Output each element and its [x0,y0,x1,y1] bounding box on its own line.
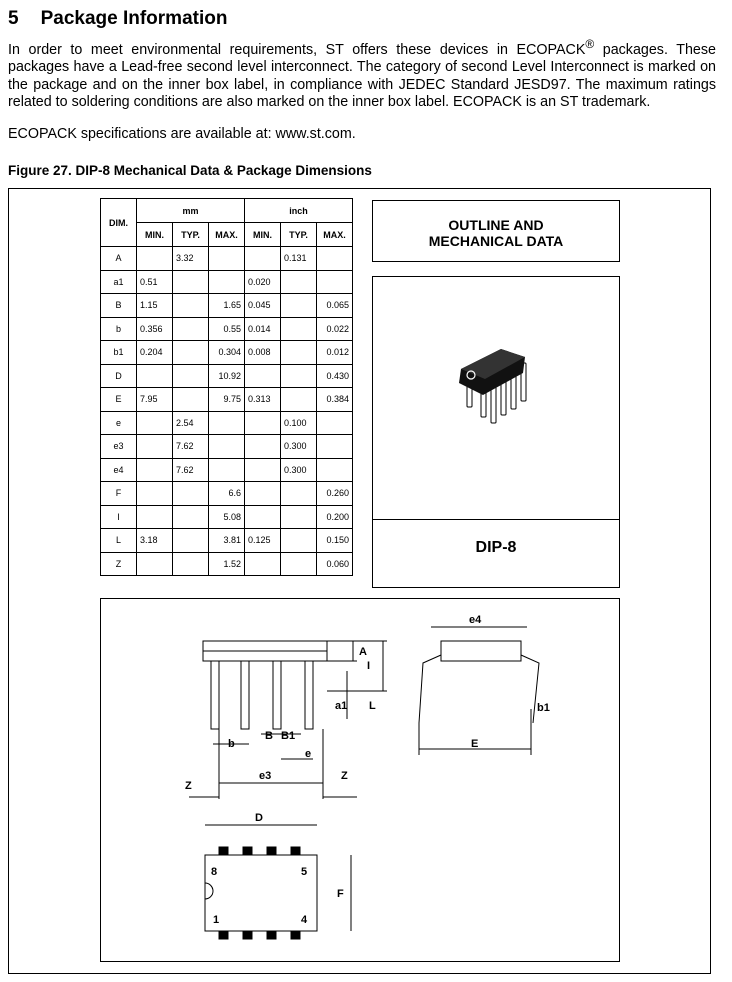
value-cell [317,411,353,435]
section-heading [8,8,227,30]
dim-cell: b [101,317,137,341]
divider [373,519,619,520]
label-b1: b1 [537,702,550,714]
value-cell: 0.045 [245,294,281,318]
value-cell: 10.92 [209,364,245,388]
value-cell [173,388,209,412]
table-row [101,270,353,294]
dim-cell: A [101,247,137,271]
value-cell [137,552,173,576]
label-e3: e3 [259,770,272,782]
subheader-min: MIN. [245,223,281,247]
dip8-package-illustration [373,277,618,517]
value-cell [137,411,173,435]
value-cell [245,505,281,529]
table-row [101,388,353,412]
value-cell [281,270,317,294]
value-cell: 0.55 [209,317,245,341]
value-cell: 0.300 [281,435,317,459]
label-F: F [337,888,344,900]
label-e: e [305,748,312,760]
figure-title: Figure 27. DIP-8 Mechanical Data & Package Dimensions [8,163,372,178]
table-row [101,435,353,459]
dim-cell: E [101,388,137,412]
label-D: D [255,812,263,824]
ecopack-paragraph [8,36,716,112]
text: packages. These packages have a Lead-free second level interconnect. The category of second Level Interconnect is marked on the package and on the inner box label, in compliance with JEDEC Standard JESD97. The maximum ratings related to soldering conditions are also marked on the inner box label. ECOPACK is an ST trademark. [8,41,716,111]
value-cell: 0.150 [317,529,353,553]
value-cell [281,505,317,529]
label-e4: e4 [469,614,482,626]
value-cell: 0.260 [317,482,353,506]
package-image-box [372,276,620,588]
subheader-min: MIN. [137,223,173,247]
table-row [101,411,353,435]
label-B: B [265,730,273,742]
dim-cell: Z [101,552,137,576]
table-row [101,482,353,506]
label-pin5: 5 [301,866,308,878]
value-cell [137,482,173,506]
value-cell [173,317,209,341]
value-cell [281,294,317,318]
subheader-typ: TYP. [173,223,209,247]
value-cell: 0.060 [317,552,353,576]
value-cell: 3.81 [209,529,245,553]
label-A: A [359,646,367,658]
label-Z-left: Z [185,780,192,792]
dim-cell: b1 [101,341,137,365]
value-cell [173,270,209,294]
value-cell [173,552,209,576]
label-pin1: 1 [213,914,220,926]
value-cell [281,552,317,576]
value-cell [281,482,317,506]
value-cell: 5.08 [209,505,245,529]
value-cell: 0.430 [317,364,353,388]
value-cell [137,247,173,271]
value-cell [317,270,353,294]
label-pin4: 4 [301,914,308,926]
value-cell: 7.62 [173,435,209,459]
text: In order to meet environmental requirements, ST offers these devices in ECOPACK [8,41,586,58]
value-cell: 0.008 [245,341,281,365]
value-cell: 0.014 [245,317,281,341]
dim-header: DIM. [101,199,137,247]
value-cell [317,458,353,482]
table-row [101,247,353,271]
dim-cell: e3 [101,435,137,459]
value-cell [173,341,209,365]
value-cell: 6.6 [209,482,245,506]
value-cell [245,435,281,459]
value-cell: 0.131 [281,247,317,271]
value-cell [245,411,281,435]
value-cell [281,388,317,412]
value-cell: 0.300 [281,458,317,482]
value-cell: 0.012 [317,341,353,365]
table-row [101,317,353,341]
label-Z-right: Z [341,770,348,782]
value-cell: 0.020 [245,270,281,294]
value-cell: 0.100 [281,411,317,435]
value-cell: 2.54 [173,411,209,435]
mm-header: mm [137,199,245,223]
inch-header: inch [245,199,353,223]
dim-cell: a1 [101,270,137,294]
label-I: I [367,660,371,672]
value-cell: 0.022 [317,317,353,341]
value-cell: 7.62 [173,458,209,482]
table-row [101,364,353,388]
value-cell: 3.18 [137,529,173,553]
label-b: b [228,738,235,750]
section-number: 5 [8,8,19,29]
value-cell [173,294,209,318]
value-cell: 0.304 [209,341,245,365]
value-cell [317,247,353,271]
value-cell: 7.95 [137,388,173,412]
value-cell [173,364,209,388]
dim-cell: F [101,482,137,506]
value-cell: 1.65 [209,294,245,318]
dim-cell: I [101,505,137,529]
side-view [189,641,387,799]
value-cell: 1.15 [137,294,173,318]
end-view [419,627,539,755]
dimensions-table [100,198,353,576]
subheader-typ: TYP. [281,223,317,247]
section-title: Package Information [40,8,228,29]
value-cell [317,435,353,459]
value-cell: 0.204 [137,341,173,365]
value-cell [281,341,317,365]
outline-title-box [372,200,620,262]
value-cell: 0.51 [137,270,173,294]
value-cell [281,529,317,553]
label-a1: a1 [335,700,348,712]
value-cell [245,364,281,388]
value-cell: 9.75 [209,388,245,412]
value-cell [209,458,245,482]
subheader-max: MAX. [209,223,245,247]
value-cell [209,435,245,459]
subheader-max: MAX. [317,223,353,247]
value-cell [173,482,209,506]
value-cell [137,458,173,482]
dim-cell: B [101,294,137,318]
table-row [101,341,353,365]
dim-cell: e4 [101,458,137,482]
value-cell [281,317,317,341]
registered-mark: ® [585,37,595,51]
value-cell [173,529,209,553]
value-cell: 0.356 [137,317,173,341]
table-row [101,458,353,482]
value-cell [209,411,245,435]
value-cell [209,247,245,271]
dimension-drawings [101,599,618,960]
table-row [101,552,353,576]
value-cell [209,270,245,294]
dim-cell: e [101,411,137,435]
value-cell [245,482,281,506]
outline-line-2: MECHANICAL DATA [428,233,564,249]
value-cell: 0.065 [317,294,353,318]
value-cell: 0.200 [317,505,353,529]
value-cell [245,247,281,271]
value-cell [137,435,173,459]
ecopack-spec-paragraph: ECOPACK specifications are available at: www.st.com. [8,126,356,142]
value-cell: 0.125 [245,529,281,553]
value-cell [137,505,173,529]
label-B1: B1 [281,730,296,742]
value-cell: 1.52 [209,552,245,576]
value-cell: 3.32 [173,247,209,271]
outline-line-1: OUTLINE AND [448,217,544,233]
dim-cell: L [101,529,137,553]
table-row [101,505,353,529]
value-cell [281,364,317,388]
dim-cell: D [101,364,137,388]
table-row [101,529,353,553]
label-E: E [471,738,479,750]
value-cell [173,505,209,529]
value-cell [245,552,281,576]
value-cell: 0.313 [245,388,281,412]
table-row [101,294,353,318]
value-cell: 0.384 [317,388,353,412]
label-L: L [369,700,376,712]
value-cell [137,364,173,388]
top-view [205,825,351,939]
value-cell [245,458,281,482]
dimension-drawing-box [100,598,620,962]
label-pin8: 8 [211,866,218,878]
package-name: DIP-8 [475,539,517,556]
